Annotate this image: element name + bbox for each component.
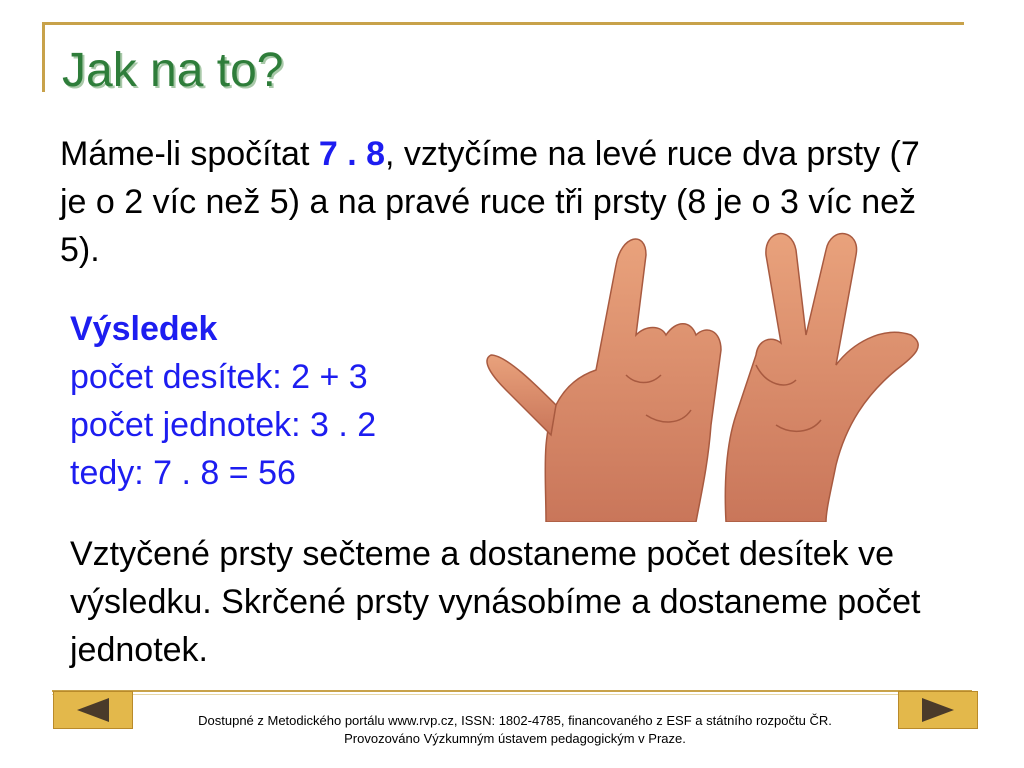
intro-expression: 7 . 8 — [318, 135, 386, 173]
next-slide-button[interactable] — [898, 691, 978, 729]
triangle-left-icon — [75, 697, 111, 723]
footer-divider-shadow — [52, 694, 972, 695]
outro-paragraph: Vztyčené prsty sečteme a dostaneme počet desítek ve výsledku. Skrčené prsty vynásobíme a dostaneme počet jednotek. — [70, 535, 921, 669]
triangle-right-icon — [920, 697, 956, 723]
result-total-line: tedy: 7 . 8 = 56 — [70, 454, 296, 492]
footer-credits — [140, 712, 890, 748]
footer-credits-line2: Provozováno Výzkumným ústavem pedagogickým v Praze. — [344, 731, 686, 746]
result-block — [70, 305, 376, 497]
left-hand — [487, 239, 721, 522]
footer-divider — [52, 690, 972, 692]
slide-title: Jak na to? — [62, 44, 284, 97]
result-heading: Výsledek — [70, 310, 218, 348]
previous-slide-button[interactable] — [53, 691, 133, 729]
footer-credits-line1: Dostupné z Metodického portálu www.rvp.cz, ISSN: 1802-4785, financovaného z ESF a státního rozpočtu ČR. — [198, 713, 832, 728]
result-units-line: počet jednotek: 3 . 2 — [70, 406, 377, 444]
hands-illustration — [486, 225, 926, 522]
frame-top-line — [44, 22, 964, 25]
right-hand — [725, 234, 918, 522]
frame-left-line — [42, 22, 45, 92]
intro-text-part2: , vztyčíme na levé ruce dva prsty (7 je o 2 víc než 5) a na pravé ruce tři prsty (8 je o 3 víc než 5). — [60, 135, 920, 269]
intro-text-part1: Máme-li spočítat — [60, 135, 319, 173]
result-tens-line: počet desítek: 2 + 3 — [70, 358, 368, 396]
